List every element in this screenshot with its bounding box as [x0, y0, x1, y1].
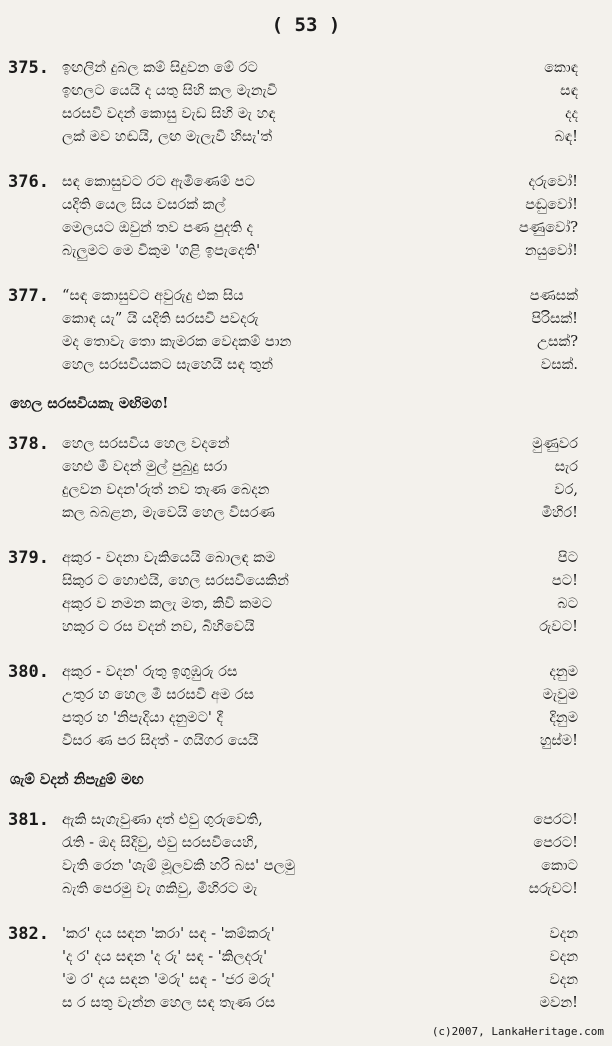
verse-text: සිකුර ට හොළුයි, හෙල සරසවියෙකින්	[62, 573, 289, 589]
verse-text: අකුර - වදන' රුතු ඉගුඹුරු රස	[62, 664, 238, 680]
verse-text: ඉඟලට යෙයි ද යතු සිහි කල මැනැවි	[62, 83, 278, 99]
copyright-footer: (c)2007, LankaHeritage.com	[431, 1025, 604, 1038]
verse-text: බැති පෙරමු වැ ගකිවු, මිහිරට මැ	[62, 881, 258, 897]
verse-text: හෙළු මී වදන් මුල් පුබුදු සරා	[62, 459, 228, 475]
verse-text: 'ම ර' දය සඳන 'මරු' සඳ - 'ජර මරු'	[62, 972, 275, 988]
verse-end-word: වදන	[549, 949, 578, 965]
verse-line	[0, 922, 612, 946]
verse-text: කල බබළන, මැවෙයි හෙල විසරණ	[62, 505, 275, 521]
verse-end-word: බට	[557, 596, 578, 612]
verse-text: සරසවි වදන් කොසු වැඩ සිහි මැ හඳ	[62, 106, 276, 122]
verse-line	[0, 125, 612, 149]
verse-number: 379.	[8, 548, 49, 568]
verse-end-word: රුවට!	[539, 619, 578, 635]
verse-end-word: බඳ!	[554, 129, 578, 145]
verse-end-word: සැර	[554, 459, 578, 475]
verse-line	[0, 170, 612, 194]
verse-end-word: කොඳ	[544, 60, 578, 76]
verse-line	[0, 478, 612, 502]
page-number: ( 53 )	[271, 14, 341, 36]
verse-text: ඇකි සැගැවුණා දත් එවු ගුරුවෙති,	[62, 812, 263, 828]
verse-end-word: පණුවෝ?	[519, 220, 578, 236]
verse-end-word: පෙරට!	[533, 812, 578, 828]
verse-number: 375.	[8, 58, 49, 78]
verse-end-word: වර,	[554, 482, 578, 498]
verse-text: 'කර' දය සඳන 'කරා' සඳ - 'කම්කරු'	[62, 926, 275, 942]
verse-line	[0, 239, 612, 263]
verse-text: උතුර හ හෙල මී සරසවි අම රස	[62, 687, 255, 703]
verse-text: බැලුමට මෙ විකුම 'ගළි ඉපැදෙති'	[62, 243, 261, 259]
verse-line	[0, 193, 612, 217]
verse-end-word: පඬුවෝ!	[525, 197, 578, 213]
verse-line	[0, 455, 612, 479]
verse-end-word: හුස්ම!	[539, 733, 578, 749]
verse-end-word: පිරිසක්!	[531, 311, 578, 327]
verse-number: 377.	[8, 286, 49, 306]
section-heading: හෙල සරසවියකැ මඟිමග!	[10, 395, 169, 412]
verse-end-word: උසක්?	[536, 334, 578, 350]
verse-text: පතුර හ 'නිපැදියා දනුමට' දී	[62, 710, 223, 726]
verse-text: මද තොවැ තො කැමරක වෙදකම් පාන	[62, 334, 292, 350]
verse-line	[0, 660, 612, 684]
verse-line	[0, 79, 612, 103]
verse-end-word: වදන	[549, 972, 578, 988]
verse-line	[0, 831, 612, 855]
verse-line	[0, 284, 612, 308]
verse-text: කොඳ යැ” යි යදිති සරසවි පවදරු	[62, 311, 259, 327]
verse-text: වැති රෙන 'ශැම් මූලවකි හරි බස' පලමු	[62, 858, 296, 874]
verse-line	[0, 353, 612, 377]
verse-text: “සඳ කොසුවට අවුරුදු එක සිය	[62, 288, 244, 304]
verse-number: 380.	[8, 662, 49, 682]
verse-number: 381.	[8, 810, 49, 830]
verse-end-word: මවන!	[539, 995, 578, 1011]
verse-end-word: මිහිර!	[541, 505, 578, 521]
verse-text: රැති - ඔද සිදිවු, එවු සරසවියෙහි,	[62, 835, 259, 851]
verse-end-word: සඳ	[560, 83, 578, 99]
verse-line	[0, 706, 612, 730]
verse-text: මෙලයට ඔවුන් තව පණ පුදති ද	[62, 220, 253, 236]
verse-line	[0, 569, 612, 593]
verse-line	[0, 877, 612, 901]
verse-text: දුලවන වදන'රුත් නව තැණ බෙදන	[62, 482, 270, 498]
verse-line	[0, 546, 612, 570]
verse-line	[0, 432, 612, 456]
verse-end-word: මුණුවර	[532, 436, 578, 452]
verse-line	[0, 808, 612, 832]
verse-line	[0, 991, 612, 1015]
verse-text: හකුර ට රස වදන් නව, බිහිවෙයි	[62, 619, 255, 635]
verse-line	[0, 683, 612, 707]
verse-text: අකුර - වදනා වැකියෙයි බොලඳ කම	[62, 550, 276, 566]
verse-end-word: මැවුම	[542, 687, 578, 703]
verse-line	[0, 216, 612, 240]
verse-end-word: කොට	[541, 858, 578, 874]
verse-text: විසර ණ පර සිදත් - ගයිගර යෙයි	[62, 733, 259, 749]
verse-text: ඉඟලින් දුබල කම් සිදුවන මේ රට	[62, 60, 258, 76]
verse-text: සඳ කොසුවට රට ඇමිණෙම් පට	[62, 174, 255, 190]
verse-end-word: වදන	[549, 926, 578, 942]
verse-end-word: සරුවට!	[528, 881, 578, 897]
verse-end-word: නයුවෝ!	[524, 243, 578, 259]
verse-end-word: පෙරට!	[533, 835, 578, 851]
verse-number: 378.	[8, 434, 49, 454]
verse-text: හෙල සරසවියකට සැහෙයි සඳ තුන්	[62, 357, 273, 373]
verse-line	[0, 729, 612, 753]
verse-line	[0, 968, 612, 992]
verse-line	[0, 615, 612, 639]
verse-line	[0, 56, 612, 80]
verse-line	[0, 102, 612, 126]
verse-text: අකුර ව නමන කලැ මත, කිවි කමට	[62, 596, 273, 612]
verse-text: ස ර සතු වැන්න හෙල සඳ තැණ රස	[62, 995, 276, 1011]
verse-end-word: දිනුම	[549, 710, 578, 726]
verse-end-word: දද	[565, 106, 578, 122]
verse-end-word: පිට	[557, 550, 578, 566]
section-heading: ශැම් වදන් නිපැදුම් මඟ	[10, 771, 144, 788]
verse-line	[0, 592, 612, 616]
verse-end-word: පණසක්	[529, 288, 578, 304]
verse-text: 'ද ර' දය සඳන 'ද රු' සඳ - 'කිලදරු'	[62, 949, 268, 965]
verse-end-word: වසක්.	[540, 357, 578, 373]
verse-number: 376.	[8, 172, 49, 192]
verse-line	[0, 945, 612, 969]
verse-text: ලක් මව හඬයි, ලඟ මැලැවී හිසැ'ත්	[62, 129, 273, 145]
verse-end-word: දරුවෝ!	[528, 174, 578, 190]
verse-line	[0, 330, 612, 354]
verse-end-word: පට!	[551, 573, 578, 589]
verse-number: 382.	[8, 924, 49, 944]
verse-end-word: දනුම	[549, 664, 578, 680]
verse-line	[0, 307, 612, 331]
verse-line	[0, 854, 612, 878]
verse-text: යදිති යෙල සිය වසරක් කල්	[62, 197, 226, 213]
verse-line	[0, 501, 612, 525]
verse-text: හෙල සරසවිය හෙල වදනේ	[62, 436, 230, 452]
